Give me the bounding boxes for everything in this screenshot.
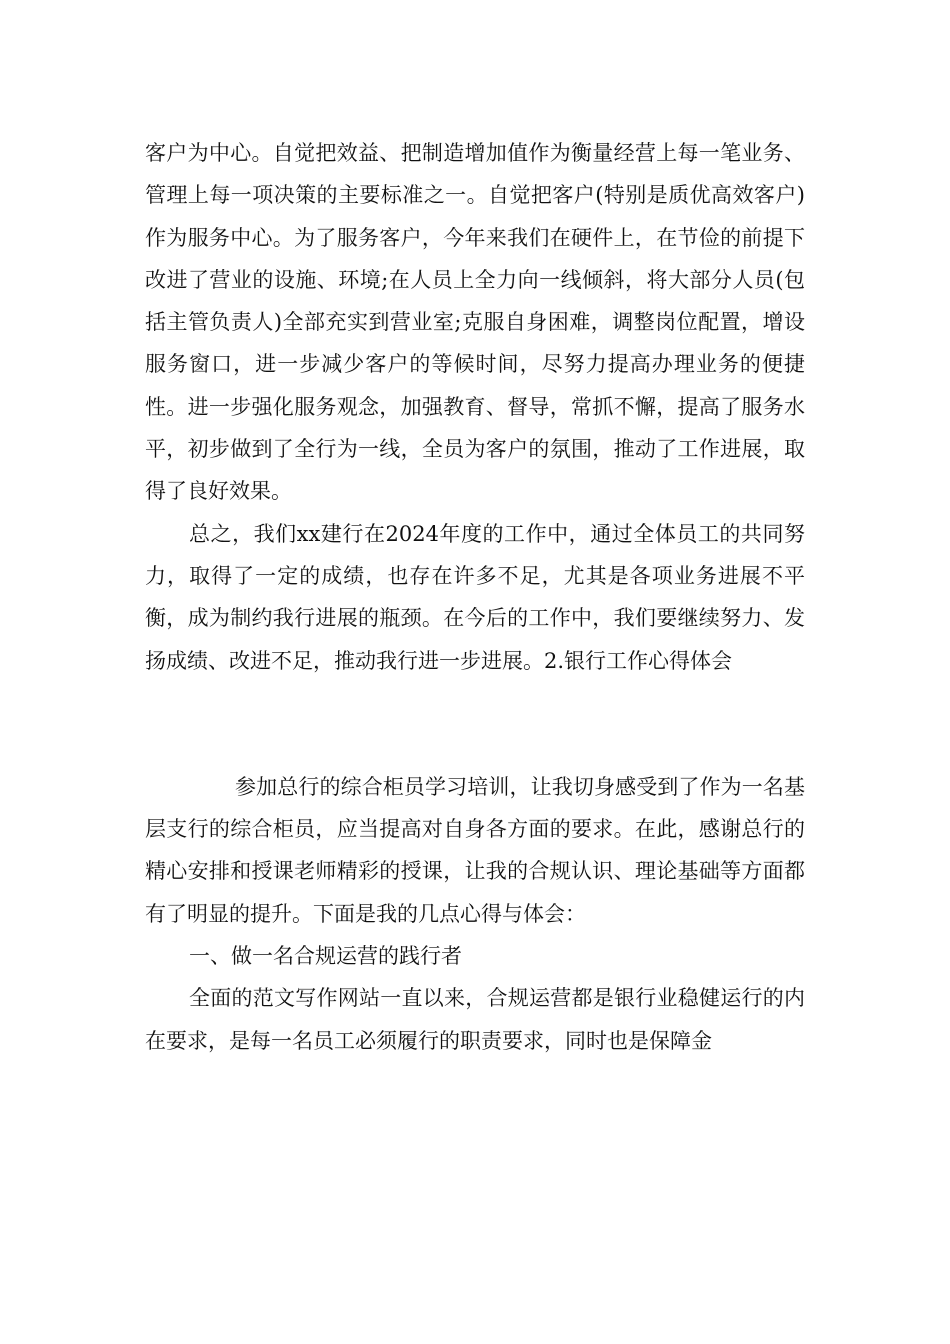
section-heading-compliance: 一、做一名合规运营的践行者 xyxy=(189,944,462,969)
document-page xyxy=(145,132,805,1062)
paragraph-summary: 总之，我们xx建行在2024年度的工作中，通过全体员工的共同努力，取得了一定的成绩，也存在许多不足，尤其是各项业务进展不平衡，成为制约我行进展的瓶颈。在今后的工作中，我们要继续努力、发扬成绩、改进不足，推动我行进一步进展。2.银行工作心得体会 xyxy=(145,521,805,673)
paragraph-training-intro: 参加总行的综合柜员学习培训，让我切身感受到了作为一名基层支行的综合柜员，应当提高对自身各方面的要求。在此，感谢总行的精心安排和授课老师精彩的授课，让我的合规认识、理论基础等方面都有了明显的提升。下面是我的几点心得与体会： xyxy=(145,774,805,926)
paragraph-service-customers: 客户为中心。自觉把效益、把制造增加值作为衡量经营上每一笔业务、管理上每一项决策的主要标准之一。自觉把客户(特别是质优高效客户)作为服务中心。为了服务客户，今年来我们在硬件上，在节俭的前提下改进了营业的设施、环境;在人员上全力向一线倾斜，将大部分人员(包括主管负责人)全部充实到营业室;克服自身困难，调整岗位配置，增设服务窗口，进一步减少客户的等候时间，尽努力提高办理业务的便捷性。进一步强化服务观念，加强教育、督导，常抓不懈，提高了服务水平，初步做到了全行为一线，全员为客户的氛围，推动了工作进展，取得了良好效果。 xyxy=(145,141,805,504)
paragraph-gap xyxy=(145,682,805,766)
paragraph-compliance: 全面的范文写作网站一直以来，合规运营都是银行业稳健运行的内在要求，是每一名员工必须履行的职责要求，同时也是保障金 xyxy=(145,986,805,1053)
